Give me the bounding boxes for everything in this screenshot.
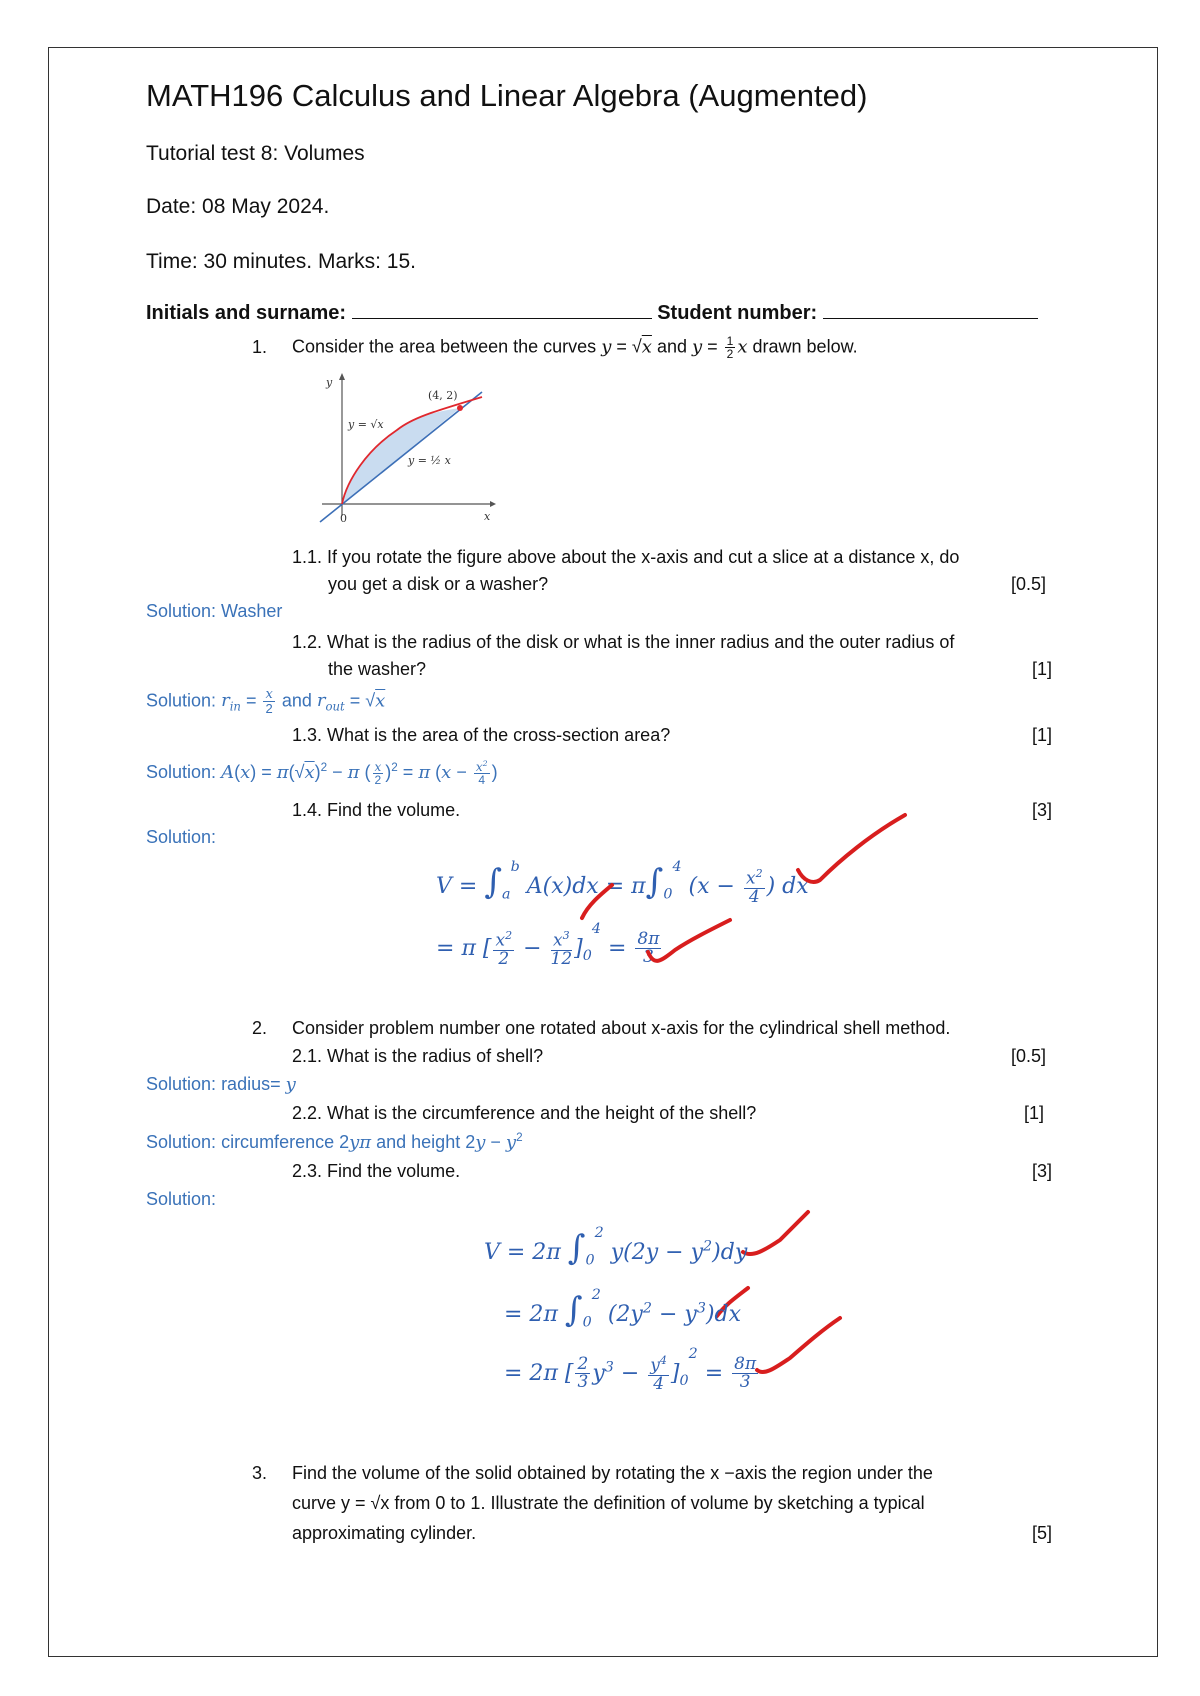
q1-2-solution: Solution: $r_{in}$ = $\frac{x}{2}$ and $r_{out} = √x$: [146, 687, 386, 716]
q2-2-solution: Solution: circumference 2yπ and height $2y - y^2$: [146, 1131, 523, 1153]
q1-4-volume-line2: = π [ $\frac{x^2}{2}$ − $\frac{x^3}{12}$ ]$_0^4$ = $\frac{8\pi}{3}$: [436, 920, 660, 969]
q1-2-number: 1.2.: [292, 632, 323, 652]
q2-3-marks: [3]: [1032, 1161, 1053, 1181]
q1-3-marks: [1]: [1032, 725, 1053, 745]
q1-1-marks: [0.5]: [1011, 574, 1047, 594]
origin-label: 0: [340, 512, 347, 525]
student-number-label: Student number:: [657, 302, 818, 324]
q2-1-marks: [0.5]: [1011, 1046, 1047, 1066]
q3-number: 3.: [252, 1463, 268, 1483]
q2-3-volume-line2: = 2π $\int_0^2$ $(2y^2 - y^3)dx$: [504, 1286, 742, 1331]
q2-3-line: [292, 1161, 460, 1182]
q1-1-line2: you get a disk or a washer?: [328, 574, 549, 594]
tick-icon: [648, 920, 730, 961]
q1-number: 1.: [252, 337, 268, 357]
q1-1-solution: Solution: Washer: [146, 601, 283, 621]
q2-1-line: [292, 1046, 543, 1067]
q1-1-text: If you rotate the figure above about the x-axis and cut a slice at a distance x, do: [327, 547, 960, 567]
y-axis-label: y: [326, 376, 333, 389]
q1-2-text: What is the radius of the disk or what is the inner radius and the outer radius of: [327, 632, 955, 652]
test-title: Tutorial test 8: Volumes: [146, 142, 365, 165]
q2-3-volume-line1: V = 2π $\int_0^2$ $y(2y - y^2)dy$: [484, 1224, 748, 1269]
q3-marks: [5]: [1032, 1523, 1053, 1543]
q2-1-number: 2.1.: [292, 1046, 323, 1066]
q2-3-volume-line3: = 2π [ $\frac{2}{3}$ $y^3$ − $\frac{y^4}{4}$ ]$_0^2$ = $\frac{8\pi}{3}$: [504, 1345, 757, 1394]
initials-label: Initials and surname:: [146, 302, 347, 324]
q2-1-text: What is the radius of shell?: [327, 1046, 544, 1066]
q1-3-text: What is the area of the cross-section area?: [327, 725, 671, 745]
tick-icon: [757, 1318, 840, 1372]
curve2-label: y = ½ x: [408, 454, 451, 467]
q1-4-marks: [3]: [1032, 800, 1053, 820]
q3-line3: approximating cylinder.: [292, 1523, 477, 1543]
q1-4-solution-label: Solution:: [146, 827, 217, 847]
point-label: (4, 2): [428, 389, 458, 402]
q2-2-text: What is the circumference and the height of the shell?: [327, 1103, 757, 1123]
q3-line1: Find the volume of the solid obtained by rotating the x −axis the region under the: [292, 1463, 933, 1483]
q2-2-marks: [1]: [1024, 1103, 1045, 1123]
q2-2-line: [292, 1103, 756, 1124]
q1-3-number: 1.3.: [292, 725, 323, 745]
q2-3-text: Find the volume.: [327, 1161, 461, 1181]
q3-line2: curve y = √x from 0 to 1. Illustrate the definition of volume by sketching a typical: [292, 1493, 925, 1513]
q2-2-number: 2.2.: [292, 1103, 323, 1123]
q2-3-number: 2.3.: [292, 1161, 323, 1181]
tick-icon: [743, 1212, 808, 1254]
page-title: MATH196 Calculus and Linear Algebra (Augmented): [146, 78, 868, 113]
test-time: Time: 30 minutes. Marks: 15.: [146, 250, 416, 273]
q2-number: 2.: [252, 1018, 268, 1038]
q1-4-volume-line1: $V = \int_a^b$ $A(x)dx = \pi\int_0^4$ (x − $\frac{x^2}{4}$ ) dx: [436, 858, 809, 907]
q1-1-number: 1.1.: [292, 547, 323, 567]
q1-2-line2: the washer?: [328, 659, 427, 679]
x-axis-label: x: [484, 510, 491, 523]
q1-4-number: 1.4.: [292, 800, 323, 820]
tick-icon: [798, 815, 905, 882]
q1-4-text: Find the volume.: [327, 800, 461, 820]
curve1-label: y = √x: [348, 418, 384, 431]
tick-icon: [582, 885, 612, 918]
q2-intro: Consider problem number one rotated about x-axis for the cylindrical shell method.: [292, 1018, 951, 1038]
q2-1-solution: Solution: radius= y: [146, 1074, 296, 1095]
q1-3-solution: Solution: $A(x) = \pi(√x)^2 - \pi$ ( $\frac{x}{2}$ )$^2$ = π (x − $\frac{x^2}{4}$ ): [146, 759, 498, 787]
test-date: Date: 08 May 2024.: [146, 195, 330, 218]
q2-3-solution-label: Solution:: [146, 1189, 217, 1209]
q1-text: Consider the area between the curves y = √x and y = $\frac{1}{2}$ x drawn below.: [292, 334, 858, 361]
q1-2-marks: [1]: [1032, 659, 1053, 679]
